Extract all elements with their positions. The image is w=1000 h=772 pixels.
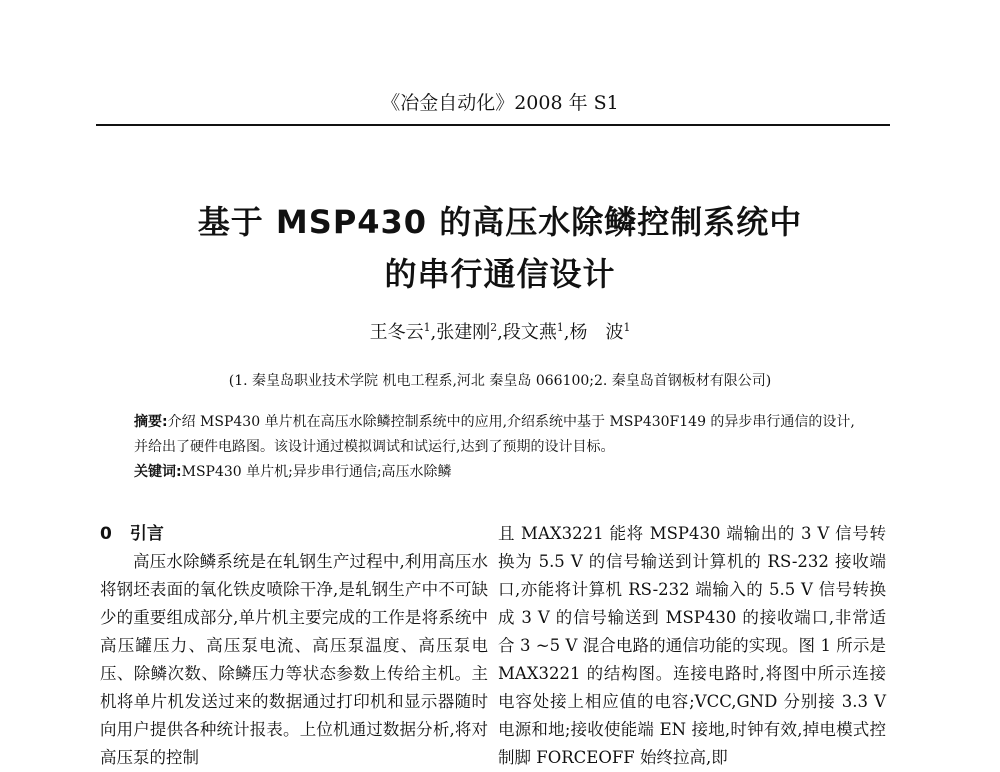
author-name: 王冬云: [369, 322, 424, 343]
paper-title: [0, 196, 1000, 300]
journal-header-text: 《冶金自动化》2008 年 S1: [381, 92, 619, 114]
header-rule: [96, 124, 890, 126]
left-column: [100, 520, 488, 772]
author-separator: ,: [430, 322, 437, 343]
author-name: 杨 波: [569, 322, 624, 343]
intro-paragraph: 高压水除鳞系统是在轧钢生产过程中,利用高压水将钢坯表面的氧化铁皮喷除干净,是轧钢生产中不可缺少的重要组成部分,单片机主要完成的工作是将系统中高压罐压力、高压泵电流、高压泵温度、高压泵电压、除鳞次数、除鳞压力等状态参数上传给主机。主机将单片机发送过来的数据通过打印机和显示器随时向用户提供各种统计报表。上位机通过数据分析,将对高压泵的控制: [100, 552, 488, 767]
section-heading: [100, 520, 488, 548]
section-number: 0: [100, 524, 112, 544]
keywords: [134, 460, 860, 485]
author-separator: ,: [497, 322, 503, 343]
keywords-text: MSP430 单片机;异步串行通信;高压水除鳞: [181, 464, 452, 480]
title-line-1: 基于 MSP430 的高压水除鳞控制系统中: [197, 203, 803, 241]
abstract-block: [134, 410, 860, 485]
abstract: [134, 410, 860, 460]
title-line-2: 的串行通信设计: [384, 255, 616, 293]
author-list: [0, 318, 1000, 344]
section-title: 引言: [129, 524, 164, 544]
author-name: 张建刚: [436, 322, 491, 343]
author-affiliation-mark: 2: [490, 321, 498, 334]
author-affiliation-mark: 1: [556, 321, 564, 334]
journal-header: [0, 88, 1000, 115]
abstract-label: 摘要:: [134, 414, 168, 430]
right-column-paragraph: 且 MAX3221 能将 MSP430 端输出的 3 V 信号转换为 5.5 V 的信号输送到计算机的 RS-232 接收端口,亦能将计算机 RS-232 端输入的 5.5 V 信号转换成 3 V 的信号输送到 MSP430 的接收端口,非常适合 3 ~5 V 混合电路的通信功能的实现。图 1 所示是 MAX3221 的结构图。连接电路时,将图中所示连接电容处接上相应值的电容;VCC,GND 分别接 3.3 V 电源和地;接收使能端 EN 接地,时钟有效,掉电模式控制脚 FORCEOFF 始终拉高,即: [498, 524, 886, 767]
affiliation: (1. 秦皇岛职业技术学院 机电工程系,河北 秦皇岛 066100;2. 秦皇岛首钢板材有限公司): [228, 373, 772, 389]
author-name: 段文燕: [502, 322, 557, 343]
author-separator: ,: [563, 322, 570, 343]
author-affiliation-mark: 1: [623, 321, 631, 334]
keywords-label: 关键词:: [134, 464, 182, 480]
author-affiliation-mark: 1: [423, 321, 431, 334]
abstract-text: 介绍 MSP430 单片机在高压水除鳞控制系统中的应用,介绍系统中基于 MSP430F149 的异步串行通信的设计,并给出了硬件电路图。该设计通过模拟调试和试运行,达到了预期的设计目标。: [134, 414, 855, 455]
right-column: [498, 520, 886, 772]
